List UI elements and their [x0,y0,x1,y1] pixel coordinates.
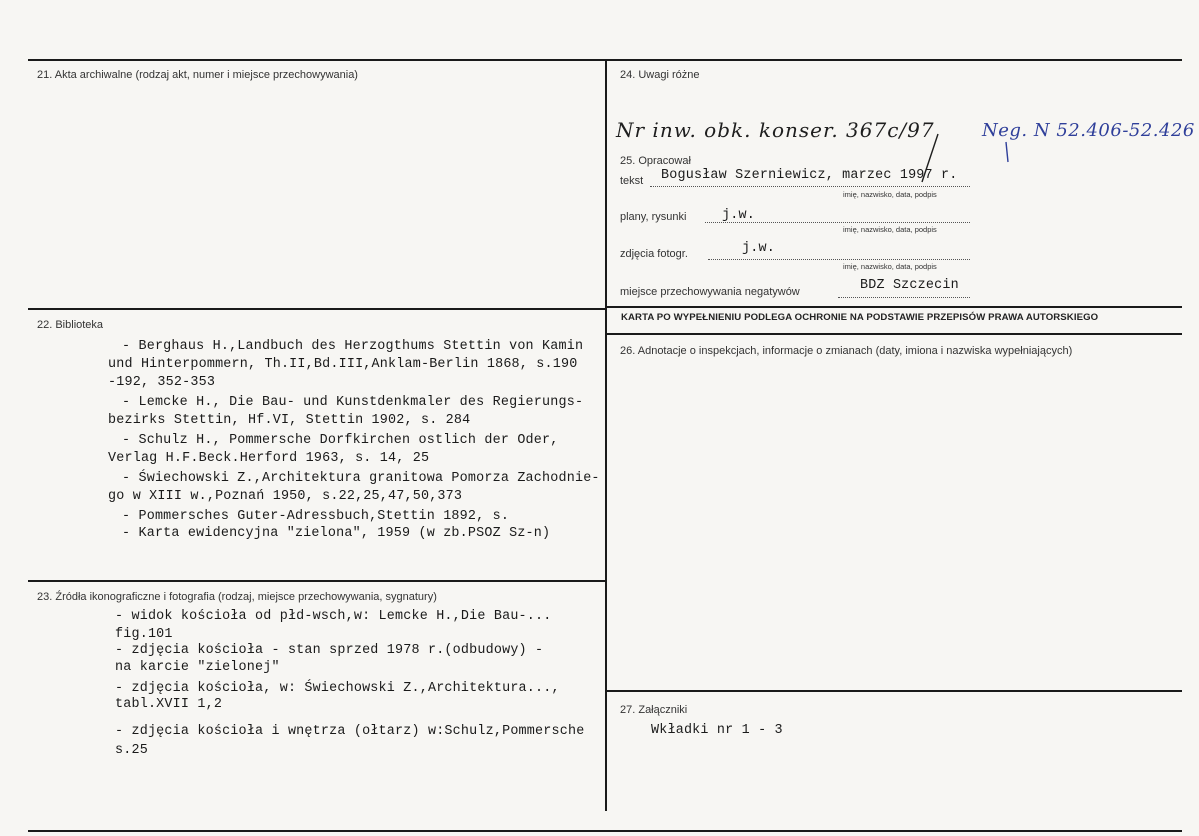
bibliography-line: bezirks Stettin, Hf.VI, Stettin 1902, s. 284 [108,413,471,428]
iconography-line: na karcie "zielonej" [115,660,280,675]
divider-25-notice [607,306,1182,308]
iconography-line: tabl.XVII 1,2 [115,697,223,712]
signature-caption: imię, nazwisko, data, podpis [843,190,937,199]
bibliography-line: -192, 352-353 [108,375,216,390]
bibliography-line: - Berghaus H.,Landbuch des Herzogthums Stettin von Kamin [122,339,584,354]
handwritten-stroke [1000,138,1020,178]
section-25-title: 25. Opracował [620,155,691,167]
iconography-line: - widok kościoła od płd-wsch,w: Lemcke H.,Die Bau-... [115,609,552,624]
tekst-value: Bogusław Szerniewicz, marzec 1997 r. [661,168,958,183]
negatywy-field-line [838,297,970,298]
negatywy-value: BDZ Szczecin [860,278,959,293]
bibliography-line: - Lemcke H., Die Bau- und Kunstdenkmaler des Regierungs- [122,395,584,410]
section-26-title: 26. Adnotacje o inspekcjach, informacje o zmianach (daty, imiona i nazwiska wypełniających) [620,345,1073,357]
plany-label: plany, rysunki [620,211,687,223]
center-divider [605,59,607,811]
signature-caption: imię, nazwisko, data, podpis [843,262,937,271]
bibliography-line: - Schulz H., Pommersche Dorfkirchen ostlich der Oder, [122,433,559,448]
section-21-title: 21. Akta archiwalne (rodzaj akt, numer i miejsce przechowywania) [37,69,358,81]
iconography-line: - zdjęcia kościoła i wnętrza (ołtarz) w:Schulz,Pommersche [115,724,585,739]
divider-22-23 [28,580,605,582]
iconography-line: - zdjęcia kościoła - stan sprzed 1978 r.(odbudowy) - [115,643,544,658]
section-23-title: 23. Źródła ikonograficzne i fotografia (rodzaj, miejsce przechowywania, sygnatury) [37,591,437,603]
iconography-line: s.25 [115,743,148,758]
signature-caption: imię, nazwisko, data, podpis [843,225,937,234]
zdjecia-value: j.w. [742,241,775,256]
zdjecia-label: zdjęcia fotogr. [620,248,688,260]
bibliography-line: und Hinterpommern, Th.II,Bd.III,Anklam-Berlin 1868, s.190 [108,357,578,372]
copyright-notice: KARTA PO WYPEŁNIENIU PODLEGA OCHRONIE NA PODSTAWIE PRZEPISÓW PRAWA AUTORSKIEGO [621,312,1099,323]
negative-number-handwriting: Neg. N 52.406-52.426 [982,120,1195,141]
section-24-title: 24. Uwagi różne [620,69,700,81]
zdjecia-field-line [708,259,970,260]
tekst-field-line [650,186,970,187]
bibliography-line: - Karta ewidencyjna "zielona", 1959 (w zb.PSOZ Sz-n) [122,526,551,541]
section-22-title: 22. Biblioteka [37,319,104,331]
attachments-value: Wkładki nr 1 - 3 [651,723,783,738]
section-27-title: 27. Załączniki [620,704,688,716]
iconography-line: - zdjęcia kościoła, w: Świechowski Z.,Architektura..., [115,681,560,696]
divider-26-27 [607,690,1182,692]
plany-value: j.w. [722,208,755,223]
negatywy-label: miejsce przechowywania negatywów [620,286,800,298]
tekst-label: tekst [620,175,644,187]
inventory-number-handwriting: Nr inw. obk. konser. 367c/97 [616,118,935,142]
bibliography-line: - Pommersches Guter-Adressbuch,Stettin 1892, s. [122,509,510,524]
bibliography-line: - Świechowski Z.,Architektura granitowa Pomorza Zachodnie- [122,471,600,486]
bibliography-line: Verlag H.F.Beck.Herford 1963, s. 14, 25 [108,451,430,466]
divider-21-22 [28,308,605,310]
bibliography-line: go w XIII w.,Poznań 1950, s.22,25,47,50,373 [108,489,463,504]
bottom-border [28,830,1182,832]
divider-notice-26 [607,333,1182,335]
iconography-line: fig.101 [115,627,173,642]
